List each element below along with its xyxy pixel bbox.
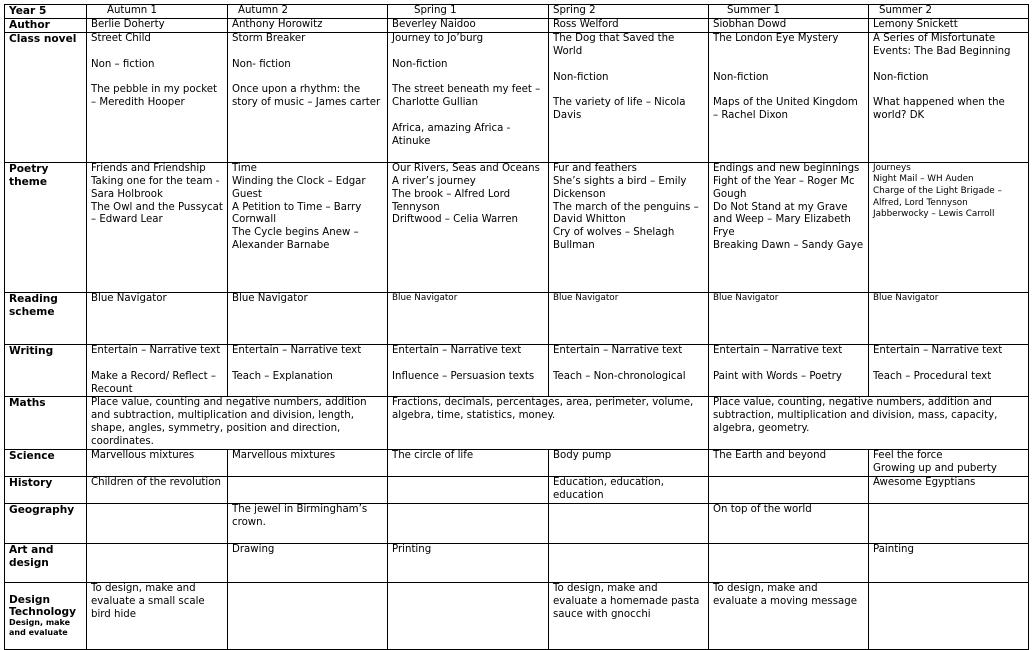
maths-summer-cell: Place value, counting, negative numbers, addition and subtraction, multiplication and division, mass, capacity, algebra, geometry.: [709, 397, 1029, 450]
history-cell: Awesome Egyptians: [869, 476, 1029, 503]
author-label: Author: [5, 18, 87, 32]
reading-cell: Blue Navigator: [87, 292, 228, 344]
author-cell: Beverley Naidoo: [388, 18, 549, 32]
writing-label: Writing: [5, 344, 87, 397]
art-cell: [709, 543, 869, 582]
reading-cell: Blue Navigator: [869, 292, 1029, 344]
geography-cell: [388, 503, 549, 543]
author-cell: Lemony Snickett: [869, 18, 1029, 32]
term-autumn-2: Autumn 2: [228, 5, 388, 19]
term-summer-1: Summer 1: [709, 5, 869, 19]
science-cell: The Earth and beyond: [709, 450, 869, 477]
class-novel-cell: The Dog that Saved the World Non-fiction The variety of life – Nicola Davis: [549, 32, 709, 162]
poetry-cell: Fur and feathers She’s sights a bird – Emily Dickenson The march of the penguins – David Whitton Cry of wolves – Shelagh Bullman: [549, 162, 709, 292]
poetry-row: [5, 162, 1029, 292]
reading-cell: Blue Navigator: [228, 292, 388, 344]
poetry-cell: Friends and Friendship Taking one for the team - Sara Holbrook The Owl and the Pussycat – Edward Lear: [87, 162, 228, 292]
maths-autumn-cell: Place value, counting and negative numbers, addition and subtraction, multiplication and division, length, shape, angles, symmetry, position and direction, coordinates.: [87, 397, 388, 450]
maths-label: Maths: [5, 397, 87, 450]
science-label: Science: [5, 450, 87, 477]
dt-label-cell: [5, 582, 87, 649]
history-cell: [228, 476, 388, 503]
author-cell: Ross Welford: [549, 18, 709, 32]
maths-row: [5, 397, 1029, 450]
dt-sublabel: Design, make and evaluate: [9, 618, 71, 637]
reading-cell: Blue Navigator: [388, 292, 549, 344]
class-novel-cell: Street Child Non – fiction The pebble in my pocket – Meredith Hooper: [87, 32, 228, 162]
science-cell: Marvellous mixtures: [87, 450, 228, 477]
history-cell: [388, 476, 549, 503]
poetry-cell: Endings and new beginnings Fight of the Year – Roger Mc Gough Do Not Stand at my Grave and Weep – Mary Elizabeth Frye Breaking Dawn – Sandy Gaye: [709, 162, 869, 292]
maths-spring-cell: Fractions, decimals, percentages, area, perimeter, volume, algebra, time, statistics, money.: [388, 397, 709, 450]
term-spring-1: Spring 1: [388, 5, 549, 19]
term-summer-2: Summer 2: [869, 5, 1029, 19]
class-novel-cell: Storm Breaker Non- fiction Once upon a rhythm: the story of music – James carter: [228, 32, 388, 162]
header-row: [5, 5, 1029, 19]
curriculum-table: [4, 4, 1029, 650]
writing-cell: Entertain – Narrative text Paint with Words – Poetry: [709, 344, 869, 397]
art-cell: [87, 543, 228, 582]
art-cell: Drawing: [228, 543, 388, 582]
term-autumn-1: Autumn 1: [87, 5, 228, 19]
class-novel-cell: A Series of Misfortunate Events: The Bad Beginning Non-fiction What happened when the world? DK: [869, 32, 1029, 162]
reading-row: [5, 292, 1029, 344]
class-novel-cell: The London Eye Mystery Non-fiction Maps of the United Kingdom – Rachel Dixon: [709, 32, 869, 162]
writing-cell: Entertain – Narrative text Influence – Persuasion texts: [388, 344, 549, 397]
reading-cell: Blue Navigator: [709, 292, 869, 344]
science-cell: Body pump: [549, 450, 709, 477]
dt-label: Design Technology: [9, 594, 77, 618]
writing-cell: Entertain – Narrative text Teach – Explanation: [228, 344, 388, 397]
author-cell: Siobhan Dowd: [709, 18, 869, 32]
dt-cell: To design, make and evaluate a small scale bird hide: [87, 582, 228, 649]
dt-cell: [869, 582, 1029, 649]
history-label: History: [5, 476, 87, 503]
dt-cell: [388, 582, 549, 649]
poetry-cell: Our Rivers, Seas and Oceans A river’s journey The brook – Alfred Lord Tennyson Driftwood – Celia Warren: [388, 162, 549, 292]
term-spring-2: Spring 2: [549, 5, 709, 19]
art-label: Art and design: [5, 543, 87, 582]
class-novel-label: Class novel: [5, 32, 87, 162]
art-cell: [549, 543, 709, 582]
history-cell: Children of the revolution: [87, 476, 228, 503]
dt-cell: [228, 582, 388, 649]
author-row: [5, 18, 1029, 32]
geography-cell: The jewel in Birmingham’s crown.: [228, 503, 388, 543]
history-cell: Education, education, education: [549, 476, 709, 503]
geography-cell: [549, 503, 709, 543]
poetry-cell: Journeys Night Mail – WH Auden Charge of the Light Brigade – Alfred, Lord Tennyson Jabberwocky – Lewis Carroll: [869, 162, 1029, 292]
author-cell: Berlie Doherty: [87, 18, 228, 32]
writing-row: [5, 344, 1029, 397]
geography-cell: On top of the world: [709, 503, 869, 543]
geography-cell: [869, 503, 1029, 543]
geography-cell: [87, 503, 228, 543]
art-cell: Painting: [869, 543, 1029, 582]
poetry-label: Poetry theme: [5, 162, 87, 292]
science-cell: Marvellous mixtures: [228, 450, 388, 477]
art-row: [5, 543, 1029, 582]
history-cell: [709, 476, 869, 503]
writing-cell: Entertain – Narrative text Teach – Procedural text: [869, 344, 1029, 397]
dt-row: [5, 582, 1029, 649]
class-novel-cell: Journey to Jo’burg Non-fiction The street beneath my feet – Charlotte Gullian Africa, amazing Africa - Atinuke: [388, 32, 549, 162]
geography-row: [5, 503, 1029, 543]
science-cell: Feel the force Growing up and puberty: [869, 450, 1029, 477]
writing-cell: Entertain – Narrative text Teach – Non-chronological: [549, 344, 709, 397]
dt-cell: To design, make and evaluate a homemade pasta sauce with gnocchi: [549, 582, 709, 649]
art-cell: Printing: [388, 543, 549, 582]
dt-cell: To design, make and evaluate a moving message: [709, 582, 869, 649]
writing-cell: Entertain – Narrative text Make a Record/ Reflect – Recount: [87, 344, 228, 397]
author-cell: Anthony Horowitz: [228, 18, 388, 32]
geography-label: Geography: [5, 503, 87, 543]
history-row: [5, 476, 1029, 503]
science-row: [5, 450, 1029, 477]
science-cell: The circle of life: [388, 450, 549, 477]
class-novel-row: [5, 32, 1029, 162]
reading-cell: Blue Navigator: [549, 292, 709, 344]
year-label: Year 5: [5, 5, 87, 19]
reading-label: Reading scheme: [5, 292, 87, 344]
poetry-cell: Time Winding the Clock – Edgar Guest A Petition to Time – Barry Cornwall The Cycle begins Anew – Alexander Barnabe: [228, 162, 388, 292]
